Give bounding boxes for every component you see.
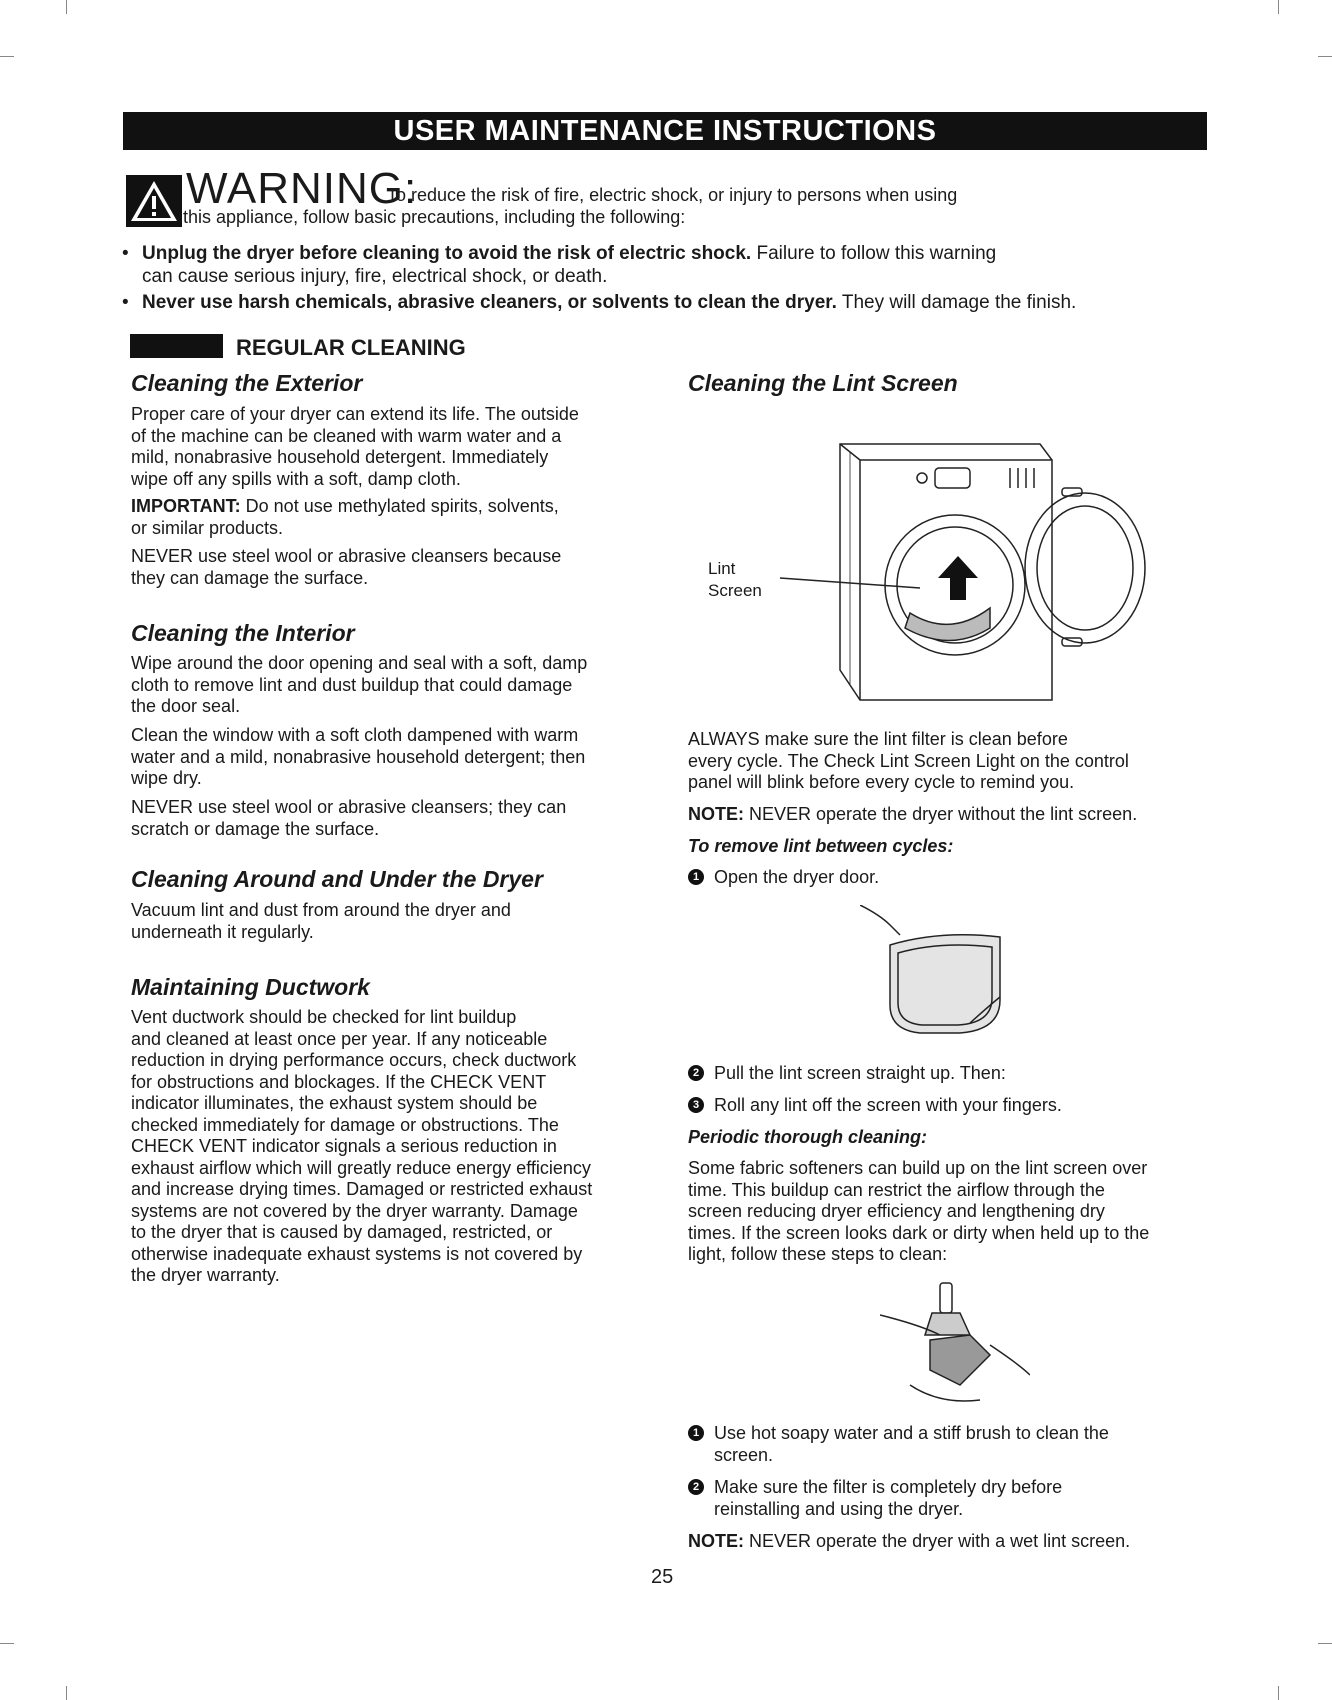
remove-lint-heading: To remove lint between cycles: <box>688 836 954 856</box>
step-item: 3 Roll any lint off the screen with your fingers. <box>688 1094 1062 1116</box>
crop-mark <box>1278 1686 1279 1700</box>
crop-mark <box>66 1686 67 1700</box>
around-paragraph: Vacuum lint and dust from around the dryer and underneath it regularly. <box>131 900 511 942</box>
bullet-text: Failure to follow this warning <box>751 243 997 264</box>
section-marker <box>130 334 223 358</box>
lint-screen-illustration <box>860 905 1010 1040</box>
bullet-item: • Never use harsh chemicals, abrasive cleaners, or solvents to clean the dryer. They will damage the finish. <box>122 292 1077 313</box>
interior-paragraph-3: NEVER use steel wool or abrasive cleansers; they can scratch or damage the surface. <box>131 797 567 839</box>
crop-mark <box>1318 56 1332 57</box>
crop-mark <box>0 56 14 57</box>
crop-mark <box>0 1643 14 1644</box>
warning-label: WARNING: <box>186 164 418 213</box>
warning-text-line1: To reduce the risk of fire, electric shock, or injury to persons when using <box>387 185 958 205</box>
heading-lint-screen: Cleaning the Lint Screen <box>688 370 958 396</box>
always-paragraph: ALWAYS make sure the lint filter is clean before every cycle. The Check Lint Screen Light on the control panel will blink before every cycle to remind you. <box>688 729 1129 792</box>
step-item: 1 Open the dryer door. <box>688 866 879 888</box>
ductwork-paragraph: Vent ductwork should be checked for lint buildup and cleaned at least once per year. If any noticeable reduction in drying performance occurs, check ductwork for obstructions and blockages. If the CHECK VENT indicator illuminates, the exhaust system should be checked immediately for damage or obstructions. The CHECK VENT indicator signals a serious reduction in exhaust airflow which will greatly reduce energy efficiency and increase drying times. Damaged or restricted exhaust systems are not covered by the dryer warranty. Damage to the dryer that is caused by damaged, restricted, or otherwise inadequate exhaust systems is not covered by the dryer warranty. <box>131 1007 593 1285</box>
bullet-cont: can cause serious injury, fire, electrical shock, or death. <box>142 266 608 287</box>
heading-around-under: Cleaning Around and Under the Dryer <box>131 866 543 892</box>
bullet-item: • Unplug the dryer before cleaning to avoid the risk of electric shock. Failure to follow this warning can cause serious injury, fire, electrical shock, or death. <box>122 242 1122 288</box>
note-no-lint-screen: NOTE: NEVER operate the dryer without the lint screen. <box>688 804 1138 824</box>
exterior-never: NEVER use steel wool or abrasive cleansers because they can damage the surface. <box>131 546 562 588</box>
crop-mark <box>66 0 67 14</box>
heading-interior: Cleaning the Interior <box>131 620 355 646</box>
step-item: 2 Pull the lint screen straight up. Then: <box>688 1062 1006 1084</box>
step-item: 2 Make sure the filter is completely dry before reinstalling and using the dryer. <box>688 1476 1062 1520</box>
crop-mark <box>1318 1643 1332 1644</box>
heading-exterior: Cleaning the Exterior <box>131 370 363 396</box>
periodic-cleaning-heading: Periodic thorough cleaning: <box>688 1127 928 1147</box>
periodic-paragraph: Some fabric softeners can build up on the lint screen over time. This buildup can restrict the airflow through the screen reducing dryer efficiency and lengthening dry times. If the screen looks dark or dirty when held up to the light, follow these steps to clean: <box>688 1158 1150 1264</box>
figure-label-screen: Screen <box>708 581 762 600</box>
brush-cleaning-illustration <box>880 1275 1030 1410</box>
heading-ductwork: Maintaining Ductwork <box>131 974 370 1000</box>
figure-label-lint: Lint <box>708 559 736 578</box>
important-note: IMPORTANT: Do not use methylated spirits, solvents, or similar products. <box>131 496 559 538</box>
exterior-paragraph: Proper care of your dryer can extend its life. The outside of the machine can be cleaned with warm water and a mild, nonabrasive household detergent. Immediately wipe off any spills with a soft, damp cloth. <box>131 404 579 489</box>
step-item: 1 Use hot soapy water and a stiff brush to clean the screen. <box>688 1422 1109 1466</box>
bullet-text: They will damage the finish. <box>836 292 1077 313</box>
dryer-illustration <box>700 438 1160 708</box>
bullet-bold: Unplug the dryer before cleaning to avoid the risk of electric shock. <box>142 243 752 264</box>
bullet-bold: Never use harsh chemicals, abrasive cleaners, or solvents to clean the dryer. <box>142 292 837 313</box>
page-banner: USER MAINTENANCE INSTRUCTIONS <box>123 112 1207 150</box>
warning-text-line2: this appliance, follow basic precautions, including the following: <box>183 207 686 227</box>
interior-paragraph-2: Clean the window with a soft cloth dampened with warm water and a mild, nonabrasive household detergent; then wipe dry. <box>131 725 586 788</box>
crop-mark <box>1278 0 1279 14</box>
warning-icon <box>126 175 182 227</box>
interior-paragraph-1: Wipe around the door opening and seal with a soft, damp cloth to remove lint and dust buildup that could damage the door seal. <box>131 653 588 716</box>
page-number: 25 <box>651 1566 674 1588</box>
note-wet-lint-screen: NOTE: NEVER operate the dryer with a wet lint screen. <box>688 1531 1131 1551</box>
section-title: REGULAR CLEANING <box>236 335 466 360</box>
